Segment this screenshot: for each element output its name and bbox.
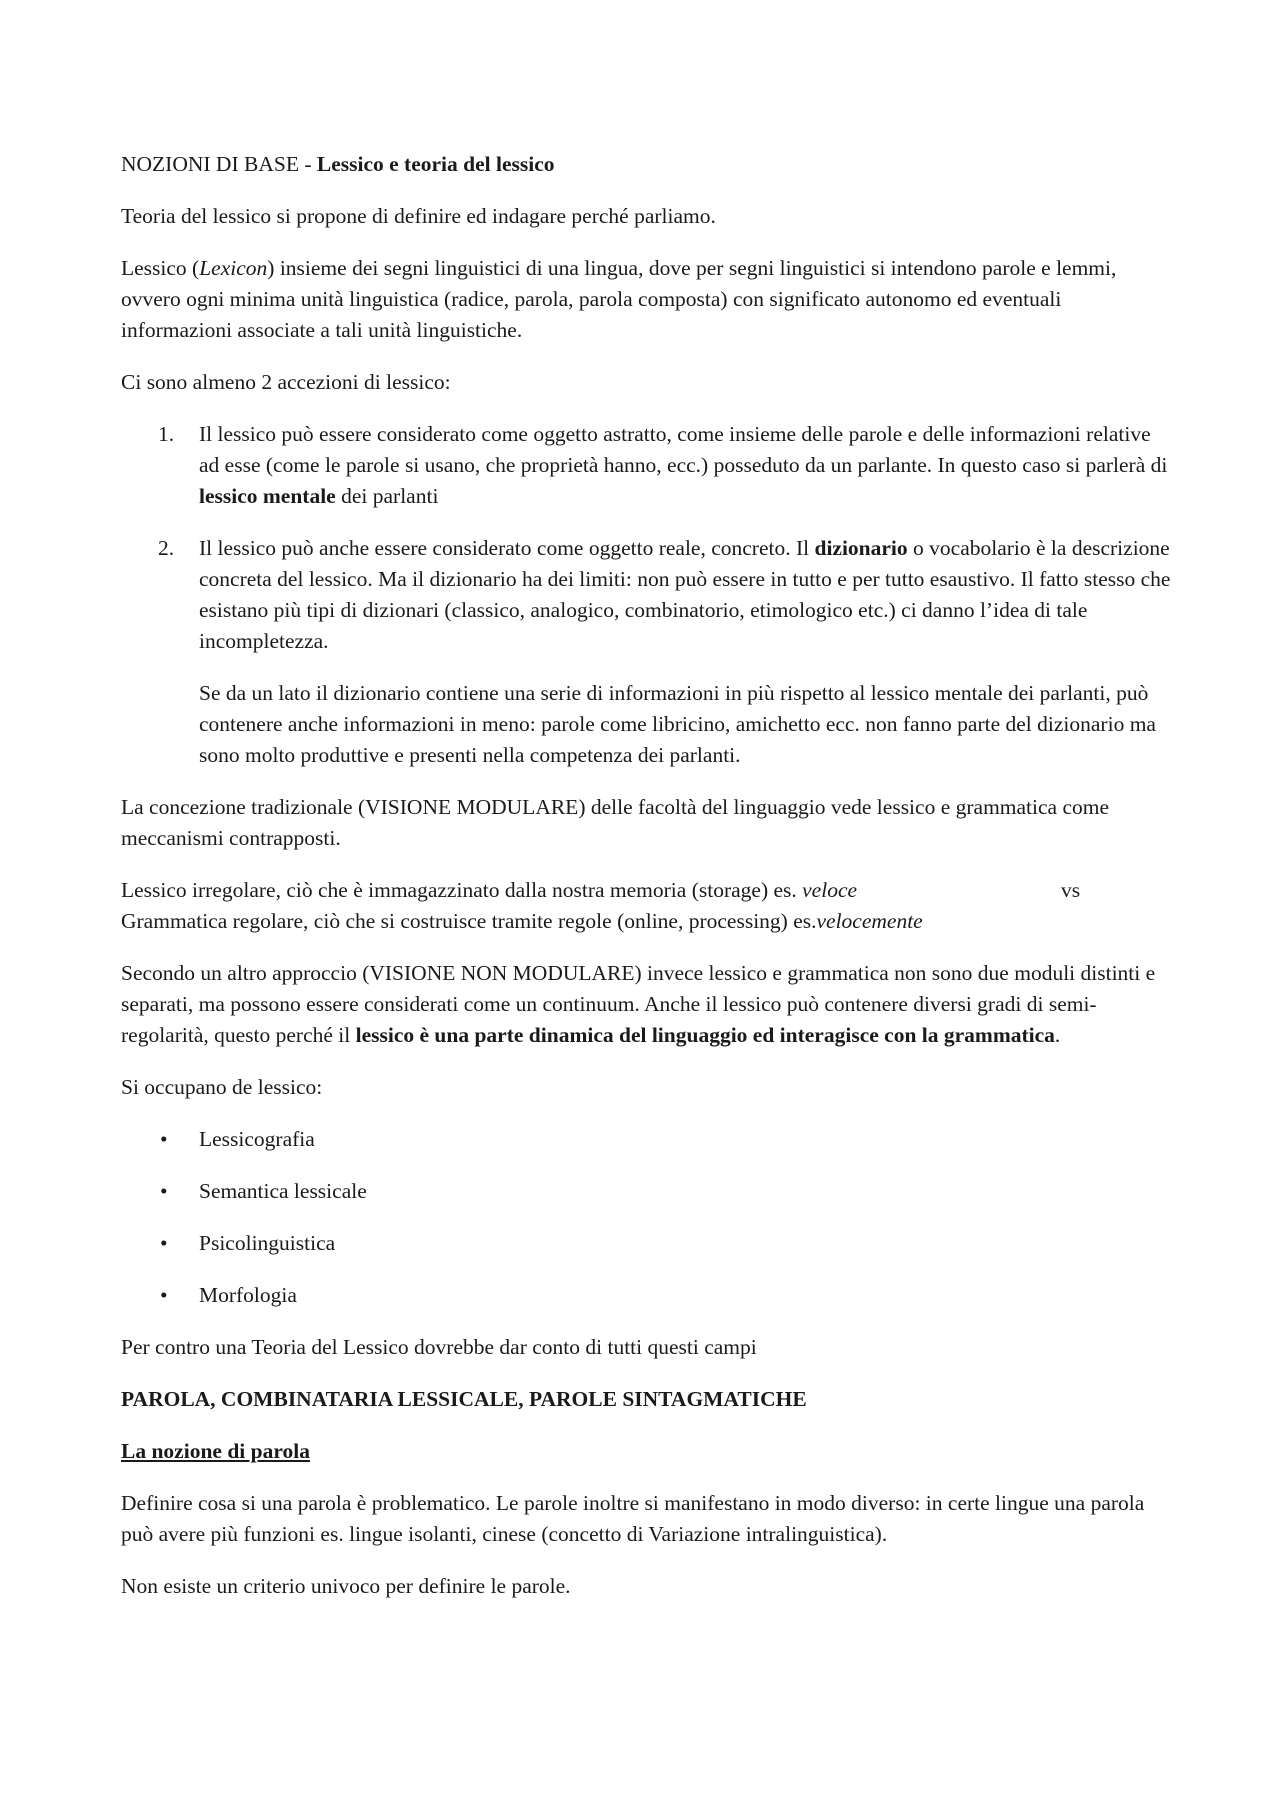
section-heading: PAROLA, COMBINATARIA LESSICALE, PAROLE SINTAGMATICHE: [121, 1387, 807, 1411]
vs-line-2: [121, 906, 1171, 937]
list-item-label: Lessicografia: [199, 1127, 315, 1151]
vs-label: vs: [1061, 878, 1081, 902]
lessico-text-b: ) insieme dei segni linguistici di una lingua, dove per segni linguistici si intendono parole e lemmi, ovvero ogni minima unità linguistica (radice, parola, parola composta) con significato autonomo ed eventuali informazioni associate a tali unità linguistiche.: [121, 256, 1117, 342]
accezioni-list: [121, 419, 1171, 657]
secondo-text-b: .: [1054, 1023, 1061, 1047]
vs-line-1-text: Lessico irregolare, ciò che è immagazzinato dalla nostra memoria (storage) es.: [121, 878, 803, 902]
list-number: 1.: [158, 422, 175, 446]
list-item: [121, 1176, 1171, 1207]
bullet-icon: •: [160, 1283, 168, 1307]
page-title: [121, 149, 1171, 180]
list-item: [121, 1228, 1171, 1259]
bullet-icon: •: [160, 1179, 168, 1203]
list-item-text-a: Il lessico può essere considerato come oggetto astratto, come insieme delle parole e delle informazioni relative ad esse (come le parole si usano, che proprietà hanno, ecc.) posseduto da un parlante. In questo caso si parlerà di: [199, 422, 1168, 477]
list-item-text-b: dei parlanti: [335, 484, 439, 508]
paragraph-accezioni: Ci sono almeno 2 accezioni di lessico:: [121, 370, 451, 394]
list-item-label: Morfologia: [199, 1283, 297, 1307]
subsection-heading-wrap: [121, 1436, 1171, 1467]
vs-line-1: [121, 875, 1171, 906]
paragraph-lessico: [121, 253, 1171, 346]
vs-line-2-italic: velocemente: [816, 909, 923, 933]
list-number: 2.: [158, 536, 175, 560]
secondo-bold: lessico è una parte dinamica del linguaggio ed interagisce con la grammatica: [355, 1023, 1055, 1047]
page-title-normal: NOZIONI DI BASE -: [121, 152, 317, 176]
list-item-bold: lessico mentale: [199, 484, 336, 508]
paragraph-teoria: Teoria del lessico si propone di definire ed indagare perché parliamo.: [121, 204, 716, 228]
paragraph-secondo: [121, 958, 1171, 1051]
lessico-italic: Lexicon: [199, 256, 268, 280]
list-item-label: Semantica lessicale: [199, 1179, 367, 1203]
paragraph-concezione: La concezione tradizionale (VISIONE MODULARE) delle facoltà del linguaggio vede lessico e grammatica come meccanismi contrapposti.: [121, 795, 1110, 850]
paragraph-occupano: Si occupano de lessico:: [121, 1075, 323, 1099]
paragraph-criterio: Non esiste un criterio univoco per definire le parole.: [121, 1574, 571, 1598]
list-item-label: Psicolinguistica: [199, 1231, 336, 1255]
subsection-heading: La nozione di parola: [121, 1439, 310, 1463]
list-item: [121, 533, 1171, 657]
vs-line-1-italic: veloce: [802, 878, 858, 902]
list-item: [121, 1124, 1171, 1155]
secondo-text-a: Secondo un altro approccio (VISIONE NON MODULARE) invece lessico e grammatica non sono due moduli distinti e separati, ma possono essere considerati come un continuum. Anche il lessico può contenere diversi gradi di semi-regolarità, questo perché il: [121, 961, 1156, 1047]
document-content: [121, 149, 1171, 1623]
list-item: [121, 1280, 1171, 1311]
list-item: [121, 419, 1171, 512]
list-item-bold: dizionario: [814, 536, 908, 560]
paragraph-lessico-vs-grammatica: [121, 875, 1171, 937]
bullet-icon: •: [160, 1231, 168, 1255]
list-item-text-a: Il lessico può anche essere considerato come oggetto reale, concreto. Il: [199, 536, 815, 560]
bullet-icon: •: [160, 1127, 168, 1151]
campi-list: [121, 1124, 1171, 1311]
vs-line-2-text: Grammatica regolare, ciò che si costruisce tramite regole (online, processing) es.: [121, 909, 817, 933]
paragraph-definire: Definire cosa si una parola è problematico. Le parole inoltre si manifestano in modo diverso: in certe lingue una parola può avere più funzioni es. lingue isolanti, cinese (concetto di Variazione intralinguistica).: [121, 1491, 1145, 1546]
paragraph-contro: Per contro una Teoria del Lessico dovrebbe dar conto di tutti questi campi: [121, 1335, 757, 1359]
lessico-text-a: Lessico (: [121, 256, 200, 280]
paragraph-indented: Se da un lato il dizionario contiene una serie di informazioni in più rispetto al lessico mentale dei parlanti, può contenere anche informazioni in meno: parole come libricino, amichetto ecc. non fanno parte del dizionario ma sono molto produttive e presenti nella competenza dei parlanti.: [199, 681, 1156, 767]
page-title-bold: Lessico e teoria del lessico: [316, 152, 555, 176]
list-item-text-b: o vocabolario è la descrizione concreta del lessico. Ma il dizionario ha dei limiti: non può essere in tutto e per tutto esaustivo. Il fatto stesso che esistano più tipi di dizionari (classico, analogico, combinatorio, etimologico etc.) ci danno l’idea di tale incompletezza.: [199, 536, 1171, 653]
vs-line-1-left: [121, 875, 1061, 906]
